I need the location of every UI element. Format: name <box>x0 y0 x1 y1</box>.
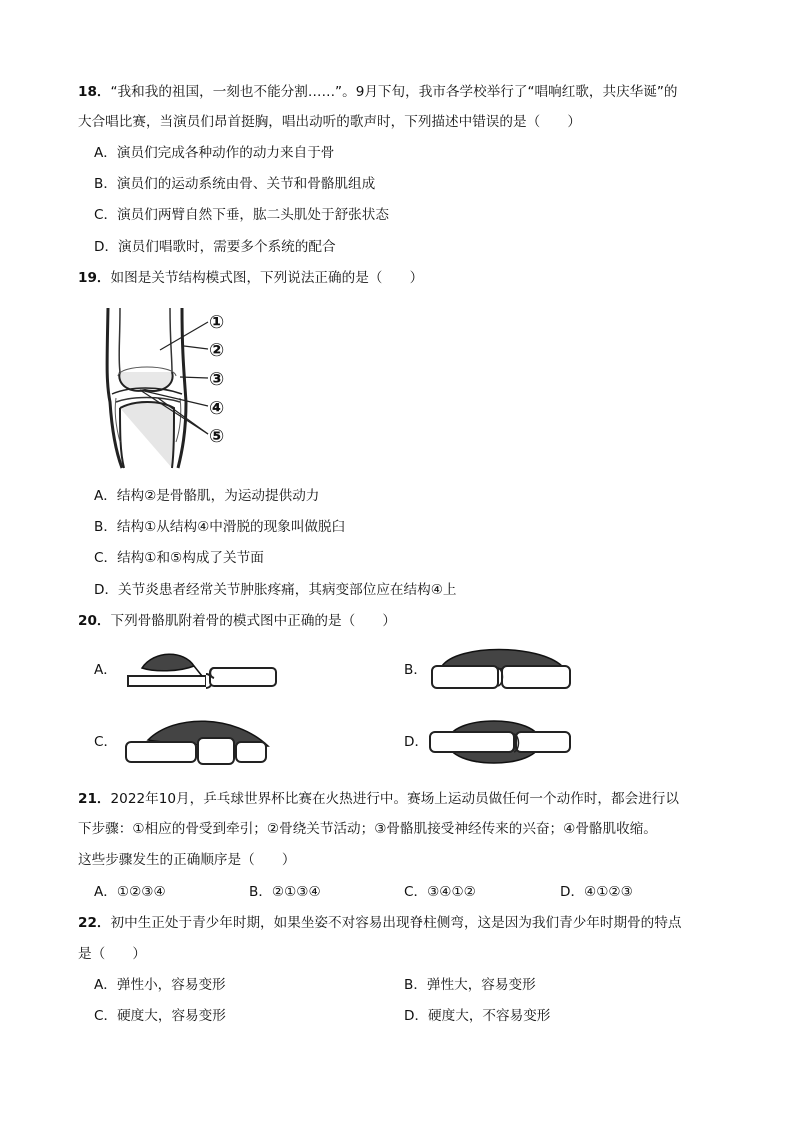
muscle-diagram-d <box>428 710 574 774</box>
q19-number: 19． <box>78 270 111 286</box>
muscle-diagram-a <box>124 646 280 694</box>
q22-option-c: C．硬度大，容易变形 <box>94 1008 226 1024</box>
q20-option-a-label: A． <box>94 662 117 678</box>
q19-option-d: D．关节炎患者经常关节肿胀疼痛，其病变部位应在结构④上 <box>94 582 457 598</box>
joint-label-5: ⑤ <box>209 426 225 447</box>
q21-stem-line1 <box>78 789 679 809</box>
q21-option-d: D．④①②③ <box>560 884 633 900</box>
muscle-diagram-c <box>124 712 272 770</box>
q22-stem-line2: 是（ ） <box>78 946 146 962</box>
q19-stem-text: 如图是关节结构模式图，下列说法正确的是（ ） <box>110 270 424 286</box>
q21-stem-line2: 下步骤：①相应的骨受到牵引；②骨绕关节活动；③骨骼肌接受神经传来的兴奋；④骨骼肌收缩。 <box>78 821 657 837</box>
q18-stem-line2: 大合唱比赛，当演员们昂首挺胸，唱出动听的歌声时，下列描述中错误的是（ ） <box>78 114 581 130</box>
q19-option-c: C．结构①和⑤构成了关节面 <box>94 550 264 566</box>
q22-option-b: B．弹性大，容易变形 <box>404 977 536 993</box>
q20-stem-line <box>78 611 396 631</box>
q18-option-a: A．演员们完成各种动作的动力来自于骨 <box>94 145 335 161</box>
q20-number: 20． <box>78 613 111 629</box>
joint-label-4: ④ <box>209 398 225 419</box>
q22-stem-line1 <box>78 913 681 933</box>
q20-stem-text: 下列骨骼肌附着骨的模式图中正确的是（ ） <box>110 613 396 629</box>
joint-structure-diagram <box>90 302 265 472</box>
q18-option-b: B．演员们的运动系统由骨、关节和骨骼肌组成 <box>94 176 376 192</box>
q18-option-d: D．演员们唱歌时，需要多个系统的配合 <box>94 239 336 255</box>
joint-label-3: ③ <box>209 369 225 390</box>
q21-option-b: B．②①③④ <box>249 884 321 900</box>
q20-option-b-label: B． <box>404 662 427 678</box>
muscle-diagram-b <box>428 640 574 694</box>
joint-label-1: ① <box>209 312 225 333</box>
q22-option-d: D．硬度大，不容易变形 <box>404 1008 551 1024</box>
q18-option-c: C．演员们两臂自然下垂，肱二头肌处于舒张状态 <box>94 207 389 223</box>
joint-label-2: ② <box>209 340 225 361</box>
q19-stem-line <box>78 268 423 288</box>
q19-option-b: B．结构①从结构④中滑脱的现象叫做脱臼 <box>94 519 346 535</box>
q20-option-d-label: D． <box>404 734 429 750</box>
q18-stem-line1 <box>78 82 678 102</box>
q20-option-c-label: C． <box>94 734 118 750</box>
q22-stem-text-1: 初中生正处于青少年时期，如果坐姿不对容易出现脊柱侧弯，这是因为我们青少年时期骨的特点 <box>110 915 682 931</box>
q21-number: 21． <box>78 791 111 807</box>
q21-option-a: A．①②③④ <box>94 884 166 900</box>
q21-stem-line3: 这些步骤发生的正确顺序是（ ） <box>78 852 296 868</box>
q21-option-c: C．③④①② <box>404 884 476 900</box>
q18-stem-text-1: “我和我的祖国，一刻也不能分割……”。9月下旬，我市各学校举行了“唱响红歌，共庆华诞”的 <box>110 84 678 100</box>
q21-stem-text-1: 2022年10月，乒乓球世界杯比赛在火热进行中。赛场上运动员做任何一个动作时，都会进行以 <box>110 791 679 807</box>
q19-option-a: A．结构②是骨骼肌，为运动提供动力 <box>94 488 320 504</box>
q22-option-a: A．弹性小，容易变形 <box>94 977 226 993</box>
q18-number: 18． <box>78 84 111 100</box>
q22-number: 22． <box>78 915 111 931</box>
